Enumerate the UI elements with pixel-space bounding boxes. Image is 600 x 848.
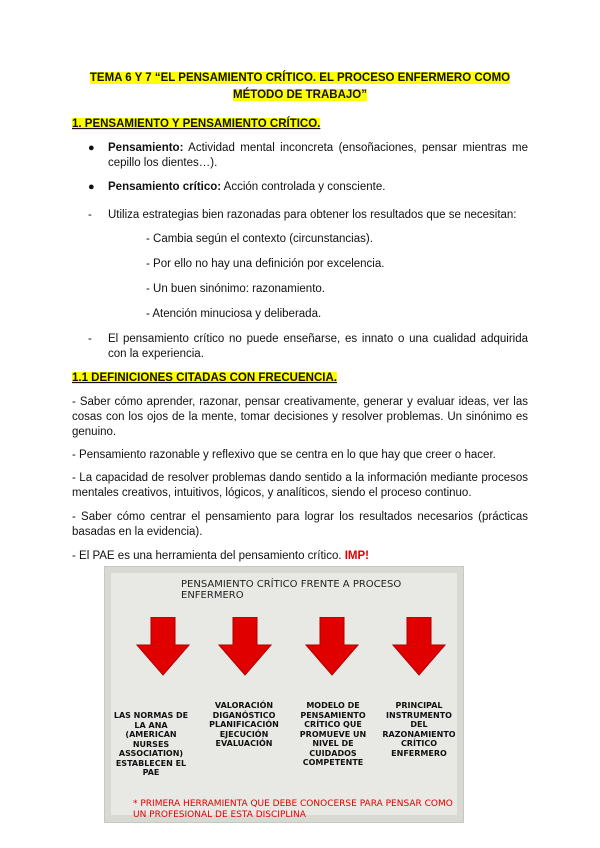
figure-column-etapas: VALORACIÓN DIGANÓSTICO PLANIFICACIÓN EJECUCIÓN EVALUACIÓN [209, 701, 279, 748]
arrow-down-icon [391, 617, 447, 677]
bullet-dot: ● [88, 181, 95, 193]
figure-column-instrumento: PRINCIPAL INSTRUMENTO DEL RAZONAMIENTO CRÍTICO ENFERMERO [382, 701, 456, 758]
bullet-text: Actividad mental inconcreta (ensoñaciones, pensar mientras me cepillo los dientes…). [108, 142, 528, 169]
title-line-2: MÉTODO DE TRABAJO” [233, 89, 367, 101]
title-line-1: TEMA 6 Y 7 “EL PENSAMIENTO CRÍTICO. EL PROCESO ENFERMERO COMO [89, 72, 511, 84]
definition-paragraph-2: - Pensamiento razonable y reflexivo que se centra en lo que hay que creer o hacer. [72, 449, 496, 461]
subitem-contexto: - Cambia según el contexto (circunstancias). [146, 233, 373, 245]
dash-item-ensenarse [88, 332, 528, 362]
subitem-sinonimo: - Un buen sinónimo: razonamiento. [146, 283, 325, 295]
bullet-dot: ● [88, 142, 95, 154]
dash-text: El pensamiento crítico no puede enseñarse, es innato o una cualidad adquirida con la experiencia. [108, 333, 528, 360]
bullet-term: Pensamiento: [108, 142, 184, 154]
dash-text: Utiliza estrategias bien razonadas para obtener los resultados que se necesitan: [108, 209, 517, 221]
figure-title: PENSAMIENTO CRÍTICO FRENTE A PROCESO ENFERMERO [181, 579, 402, 601]
section-heading-1-1: 1.1 DEFINICIONES CITADAS CON FRECUENCIA. [72, 372, 337, 384]
figure-pensamiento-critico [104, 566, 464, 823]
figure-column-modelo: MODELO DE PENSAMIENTO CRÍTICO QUE PROMUEVE UN NIVEL DE CUIDADOS COMPETENTE [299, 701, 367, 767]
dash-mark: - [88, 333, 92, 345]
imp-label: IMP! [344, 550, 370, 562]
definition-paragraph-3: - La capacidad de resolver problemas dando sentido a la información mediante procesos mentales creativos, intuitivos, lógicos, y analíticos, siendo el proceso continuo. [72, 472, 528, 499]
figure-panel [111, 573, 457, 820]
subitem-definicion: - Por ello no hay una definición por excelencia. [146, 258, 385, 270]
bullet-pensamiento-critico [88, 180, 528, 195]
pae-text: - El PAE es una herramienta del pensamiento crítico. [72, 550, 345, 562]
section-heading-1: 1. PENSAMIENTO Y PENSAMIENTO CRÍTICO. [72, 118, 321, 130]
bullet-text: Acción controlada y consciente. [221, 181, 386, 193]
arrow-down-icon [135, 617, 191, 677]
dash-item-estrategias [88, 208, 528, 223]
arrow-down-icon [304, 617, 360, 677]
figure-footnote: * PRIMERA HERRAMIENTA QUE DEBE CONOCERSE PARA PENSAR COMO UN PROFESIONAL DE ESTA DISCIPLINA [133, 799, 453, 820]
figure-column-ana: LAS NORMAS DE LA ANA (AMERICAN NURSES ASSOCIATION) ESTABLECEN EL PAE [113, 711, 189, 777]
definition-paragraph-4: - Saber cómo centrar el pensamiento para lograr los resultados necesarios (prácticas basadas en la evidencia). [72, 511, 528, 538]
bullet-pensamiento [88, 141, 528, 171]
document-title [72, 70, 528, 104]
pae-paragraph [72, 549, 528, 564]
arrow-down-icon [217, 617, 273, 677]
definition-paragraph-1: - Saber cómo aprender, razonar, pensar creativamente, generar y evaluar ideas, ver las cosas con los ojos de la mente, tomar decisiones y resolver problemas. Un sinónimo es genuino. [72, 396, 528, 438]
subitem-atencion: - Atención minuciosa y deliberada. [146, 308, 322, 320]
bullet-term: Pensamiento crítico: [108, 181, 222, 193]
dash-mark: - [88, 209, 92, 221]
